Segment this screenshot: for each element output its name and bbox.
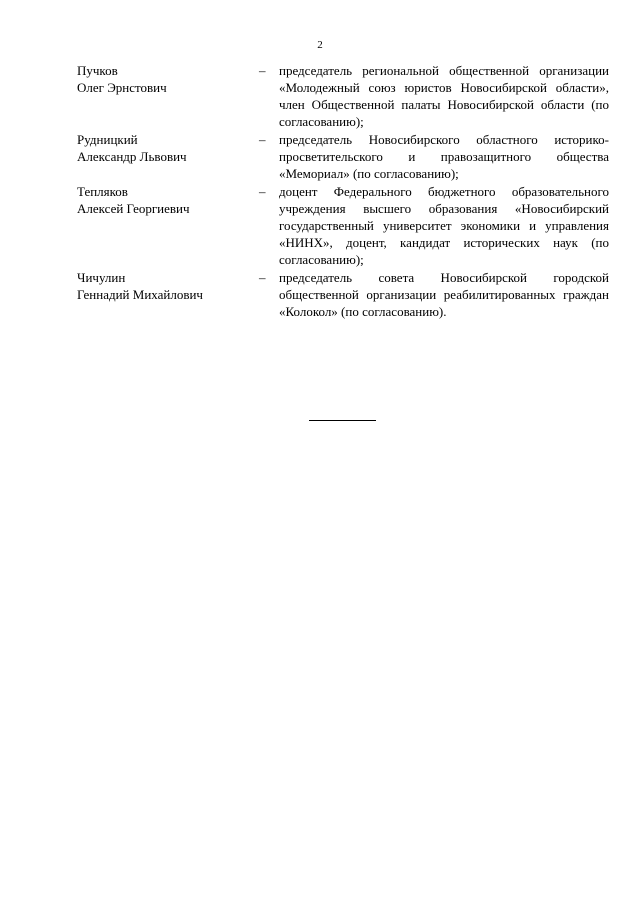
member-entry xyxy=(77,183,609,268)
member-given-name: Олег Эрнстович xyxy=(77,80,167,95)
member-given-name: Геннадий Михайлович xyxy=(77,287,203,302)
member-dash: – xyxy=(259,63,266,78)
member-dash: – xyxy=(259,184,266,199)
member-surname: Пучков xyxy=(77,63,118,78)
member-name xyxy=(77,62,259,96)
member-description: председатель Новосибирского областного историко-просветительского и правозащитного общества «Мемориал» (по согласованию); xyxy=(279,132,609,181)
member-description: председатель совета Новосибирской городской общественной организации реабилитированных граждан «Колокол» (по согласованию). xyxy=(279,270,609,319)
member-surname: Чичулин xyxy=(77,270,126,285)
member-name xyxy=(77,131,259,165)
member-surname: Рудницкий xyxy=(77,132,138,147)
member-name xyxy=(77,269,259,303)
member-dash: – xyxy=(259,132,266,147)
member-name xyxy=(77,183,259,217)
member-entry xyxy=(77,131,609,182)
end-divider xyxy=(309,420,376,421)
member-description: председатель региональной общественной организации «Молодежный союз юристов Новосибирской области», член Общественной палаты Новосибирской области (по согласованию); xyxy=(279,63,609,129)
member-description: доцент Федерального бюджетного образовательного учреждения высшего образования «Новосибирский государственный университет экономики и управления «НИНХ», доцент, кандидат исторических наук (по согласованию); xyxy=(279,184,609,267)
member-given-name: Александр Львович xyxy=(77,149,187,164)
member-surname: Тепляков xyxy=(77,184,128,199)
members-list xyxy=(77,62,609,321)
member-entry xyxy=(77,62,609,130)
member-entry xyxy=(77,269,609,320)
member-dash: – xyxy=(259,270,266,285)
member-given-name: Алексей Георгиевич xyxy=(77,201,190,216)
page-number: 2 xyxy=(317,39,323,51)
